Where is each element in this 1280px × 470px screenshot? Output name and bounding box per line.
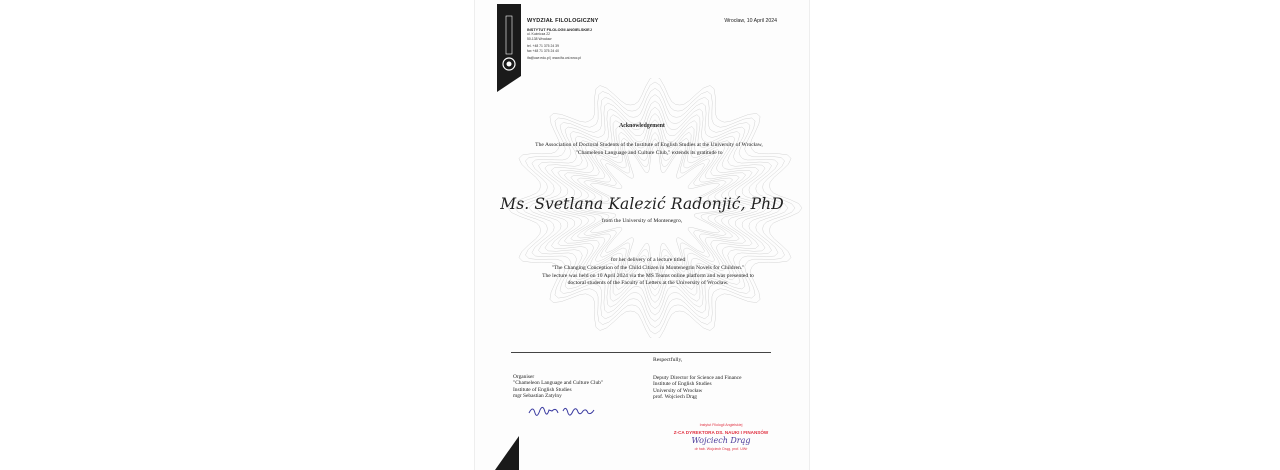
director-name: prof. Wojciech Drąg	[653, 393, 697, 400]
stamp-signature: Wojciech Drąg	[691, 436, 751, 445]
letter-date: Wrocław, 10 April 2024	[724, 18, 777, 24]
director-role: Deputy Director for Science and Finance	[653, 375, 742, 381]
lecture-line-4: doctoral students of the Faculty of Letters at the University of Wrocław.	[567, 280, 729, 287]
institute-name: INSTYTUT FILOLOGII ANGIELSKIEJ	[527, 28, 592, 32]
phone-line: tel. +48 71 375 24 39	[527, 44, 559, 48]
organiser-institute: Institute of English Studies	[513, 386, 572, 393]
stamp-line-1: Instytut Filologii Angielskiej	[699, 423, 743, 427]
letterhead	[527, 18, 599, 61]
recipient-affiliation: from the University of Montenegro,	[601, 218, 683, 224]
lecture-line-1: for her delivery of a lecture titled	[610, 257, 686, 263]
acknowledgement-title: Acknowledgement	[619, 123, 665, 129]
organiser-block	[513, 374, 603, 399]
faculty-name: WYDZIAŁ FILOLOGICZNY	[527, 18, 599, 24]
director-block	[653, 375, 741, 400]
organiser-club: "Chameleon Language and Culture Club"	[513, 380, 604, 387]
organiser-name: mgr Sebastian Zatylny	[513, 392, 562, 399]
official-stamp	[671, 423, 771, 457]
address-line-1: ul. Kuźnicza 22	[527, 32, 550, 36]
organiser-signature-icon	[525, 401, 605, 421]
director-institute: Institute of English Studies	[653, 381, 712, 388]
lecture-line-3: The lecture was held on 10 April 2024 via the MS Teams online platform and was presented to	[542, 272, 754, 279]
address-line-2: 50-138 Wrocław	[527, 36, 552, 41]
closing-respectfully: Respectfully,	[653, 357, 683, 363]
corner-decoration-icon	[495, 436, 519, 470]
stamp-line-4: dr hab. Wojciech Drąg, prof. UWr	[694, 447, 748, 451]
web-contact: ifa@uwr.edu.pl | www.ifa.uni.wroc.pl	[527, 56, 582, 60]
document-page	[474, 0, 810, 470]
association-text: The Association of Doctoral Students of the Institute of English Studies at the University of Wrocław, "Chameleon Language and Culture Club," extends its gratitude to	[535, 142, 763, 156]
divider	[511, 352, 771, 353]
stamp-line-2: Z-CA DYREKTORA DS. NAUKI I FINANSÓW	[673, 430, 769, 435]
director-university: University of Wrocław	[653, 387, 703, 394]
recipient-name: Ms. Svetlana Kalezić Radonjić, PhD	[500, 195, 784, 213]
fax-line: fax +48 71 375 24 40	[527, 48, 559, 53]
lecture-details	[519, 257, 777, 288]
organiser-role: Organiser	[513, 374, 535, 380]
lecture-line-2: "The Changing Conception of the Child Citizen in Montenegrin Novels for Children."	[551, 264, 745, 271]
